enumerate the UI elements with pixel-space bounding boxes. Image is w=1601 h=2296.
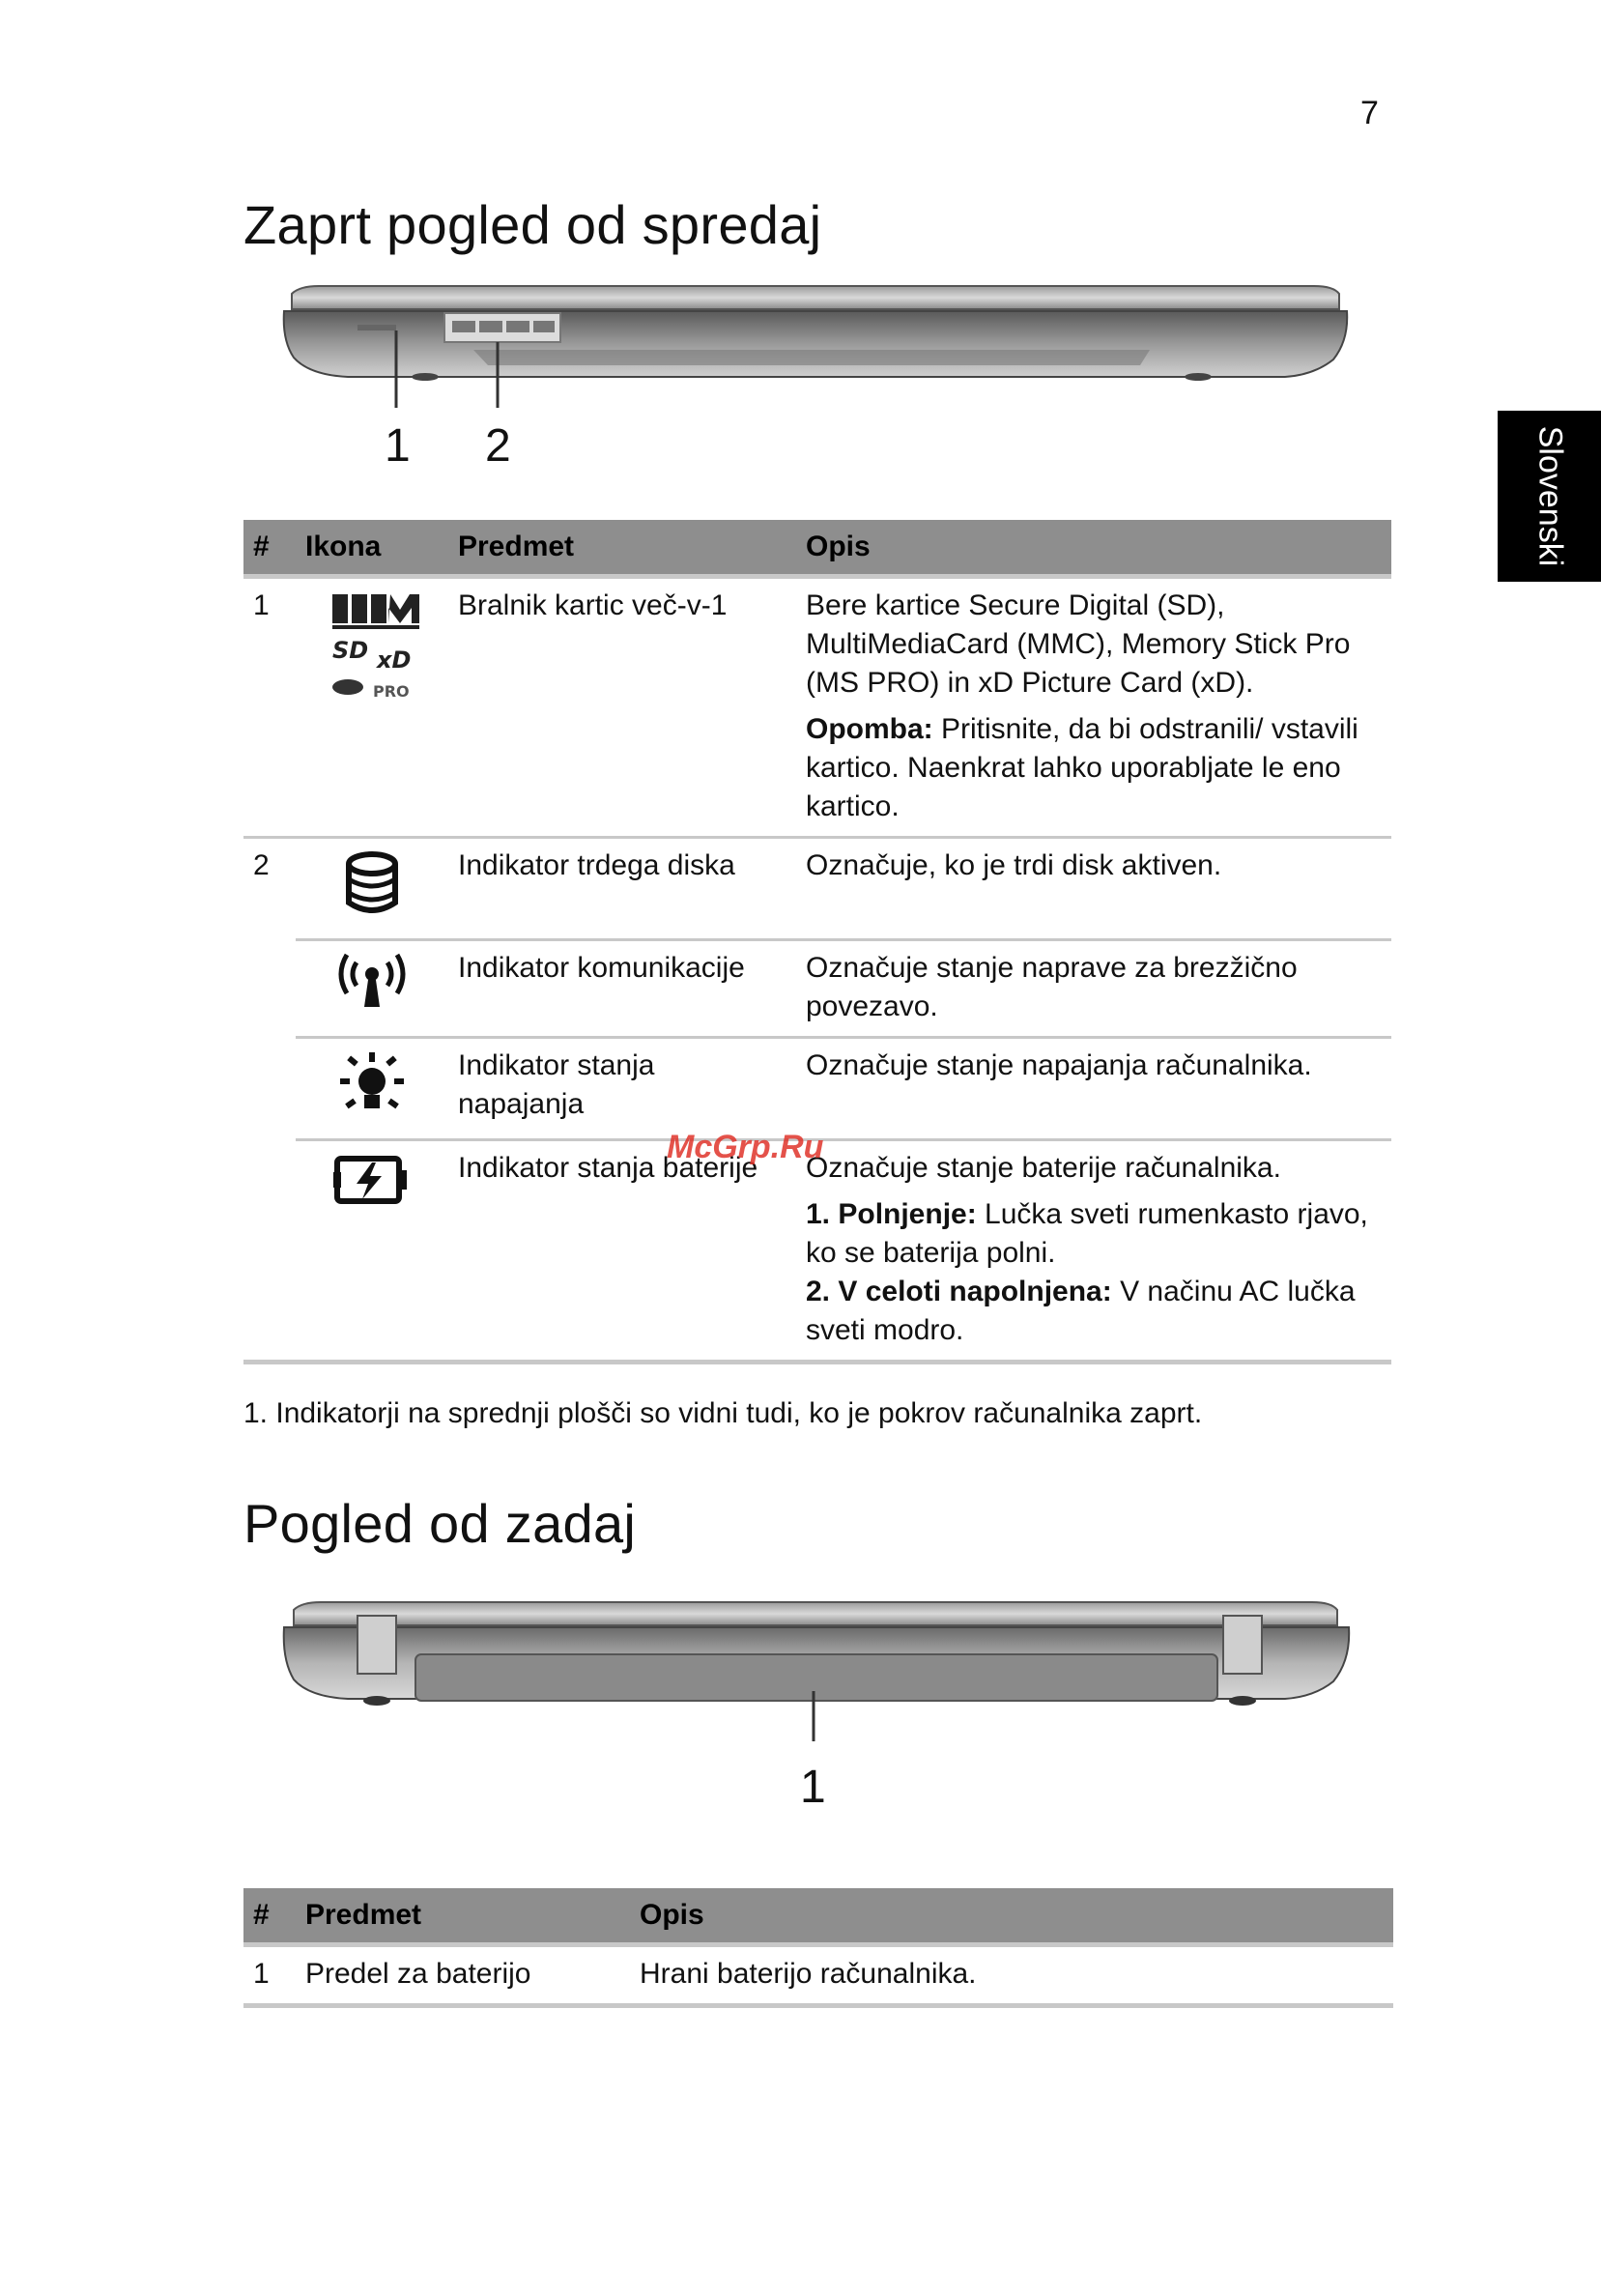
status-charging-text: Lučka sveti rumenkasto rjavo, ko se baterija polni. [806, 1198, 1368, 1269]
table-header-row [243, 520, 1391, 577]
header-number: # [243, 520, 296, 577]
svg-text:SD: SD [332, 637, 369, 664]
hard-disk-icon [343, 850, 401, 918]
row-number [243, 940, 296, 1038]
header-icon: Ikona [296, 520, 448, 577]
wireless-icon [333, 953, 411, 1011]
callout-1: 1 [385, 420, 411, 472]
language-tab-label: Slovenski [1531, 425, 1569, 567]
table-row [243, 1140, 1391, 1363]
page-number: 7 [1360, 95, 1379, 131]
watermark: McGrp.Ru [667, 1129, 824, 1165]
card-reader-icon [319, 590, 425, 706]
table-header-row [243, 1888, 1393, 1945]
callout-2: 2 [485, 420, 511, 472]
note-text: Pritisnite, da bi odstranili/ vstavili kartico. Naenkrat lahko uporabljate le eno kartico. [806, 713, 1358, 822]
header-description: Opis [796, 520, 1391, 577]
row-description: Označuje stanje naprave za brezžično povezavo. [796, 940, 1391, 1038]
row-item: Bralnik kartic več-v-1 [448, 577, 796, 838]
row-item: Predel za baterijo [296, 1945, 630, 2006]
svg-text:PRO: PRO [373, 682, 410, 701]
back-view-figure [280, 1596, 1353, 1819]
status-full-label: 2. V celoti napolnjena: [806, 1276, 1112, 1307]
power-light-icon [338, 1050, 406, 1118]
table-row [243, 1038, 1391, 1140]
row-item: Indikator trdega diska [448, 838, 796, 940]
note [806, 710, 1382, 826]
status-charging-label: 1. Polnjenje: [806, 1198, 977, 1230]
section-title-front: Zaprt pogled od spredaj [243, 194, 822, 255]
row-description: Označuje, ko je trdi disk aktiven. [796, 838, 1391, 940]
row-item: Indikator komunikacije [448, 940, 796, 1038]
table-row [243, 1945, 1393, 2006]
front-view-table [243, 520, 1391, 1364]
row-description: Označuje stanje napajanja računalnika. [796, 1038, 1391, 1140]
header-item: Predmet [448, 520, 796, 577]
row-number [243, 1038, 296, 1140]
footnote: 1. Indikatorji na sprednji plošči so vidni tudi, ko je pokrov računalnika zaprt. [243, 1397, 1203, 1429]
row-description: Bere kartice Secure Digital (SD), MultiMediaCard (MMC), Memory Stick Pro (MS PRO) in xD Picture Card (xD). [806, 589, 1351, 699]
note-label: Opomba: [806, 713, 933, 745]
header-number: # [243, 1888, 296, 1945]
table-row [243, 577, 1391, 838]
front-view-figure [280, 282, 1353, 480]
status-full [806, 1273, 1382, 1350]
section-title-back: Pogled od zadaj [243, 1493, 637, 1554]
row-item: Indikator stanja baterije [448, 1140, 796, 1363]
row-description: Označuje stanje baterije računalnika. [806, 1152, 1281, 1184]
status-charging [806, 1195, 1382, 1273]
row-item: Indikator stanja napajanja [448, 1038, 796, 1140]
table-row [243, 940, 1391, 1038]
laptop-back-illustration [280, 1596, 1353, 1741]
row-number [243, 1140, 296, 1363]
row-description: Hrani baterijo računalnika. [630, 1945, 1393, 2006]
language-tab [1498, 411, 1601, 582]
battery-icon [333, 1153, 411, 1207]
svg-text:xD: xD [377, 646, 412, 674]
row-number: 2 [253, 849, 270, 881]
laptop-front-illustration [280, 282, 1353, 480]
back-view-table [243, 1888, 1393, 2008]
header-item: Predmet [296, 1888, 630, 1945]
callout-1: 1 [800, 1762, 826, 1813]
header-description: Opis [630, 1888, 1393, 1945]
status-full-text: V načinu AC lučka sveti modro. [806, 1276, 1356, 1346]
row-number: 1 [243, 1945, 296, 2006]
row-number: 1 [243, 577, 296, 838]
table-row [243, 838, 1391, 940]
